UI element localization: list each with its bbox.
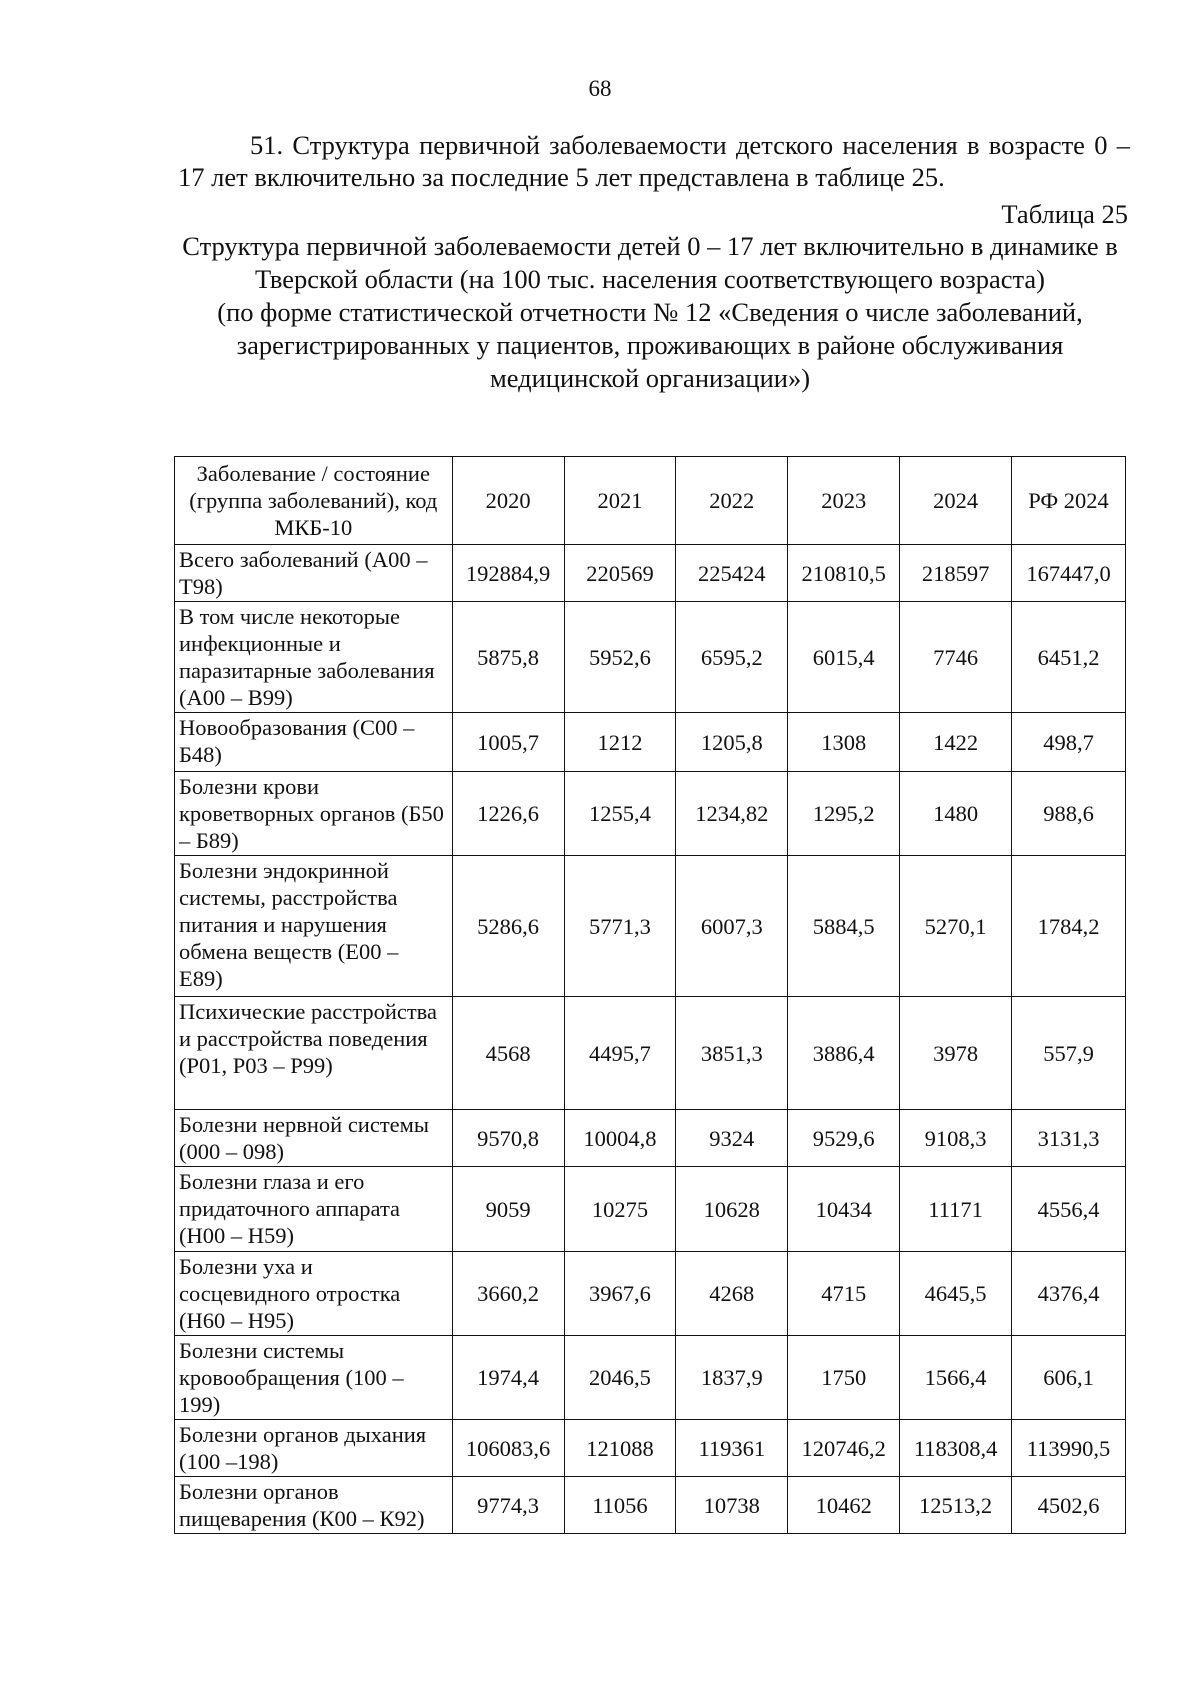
cell-2024: 5270,1 bbox=[900, 856, 1012, 997]
table-row bbox=[175, 1336, 1126, 1420]
cell-2022: 1837,9 bbox=[676, 1336, 788, 1420]
table-body bbox=[175, 545, 1126, 1534]
table-row bbox=[175, 1252, 1126, 1336]
cell-2023: 10434 bbox=[788, 1167, 900, 1252]
header-disease: Заболевание / состояние (группа заболеваний), код МКБ-10 bbox=[175, 457, 453, 545]
cell-2020: 5875,8 bbox=[452, 602, 564, 713]
cell-2023: 4715 bbox=[788, 1252, 900, 1336]
cell-2024: 4645,5 bbox=[900, 1252, 1012, 1336]
table-row bbox=[175, 1110, 1126, 1167]
cell-2022: 4268 bbox=[676, 1252, 788, 1336]
cell-2021: 121088 bbox=[564, 1420, 676, 1477]
cell-2024: 12513,2 bbox=[900, 1477, 1012, 1534]
cell-2020: 3660,2 bbox=[452, 1252, 564, 1336]
cell-rf-2024: 4556,4 bbox=[1012, 1167, 1126, 1252]
table-label: Таблица 25 bbox=[1001, 199, 1128, 229]
cell-rf-2024: 557,9 bbox=[1012, 997, 1126, 1110]
cell-2020: 1226,6 bbox=[452, 772, 564, 856]
cell-2022: 9324 bbox=[676, 1110, 788, 1167]
cell-2023: 210810,5 bbox=[788, 545, 900, 602]
cell-2021: 1212 bbox=[564, 713, 676, 772]
cell-2024: 11171 bbox=[900, 1167, 1012, 1252]
header-rf-2024: РФ 2024 bbox=[1012, 457, 1126, 545]
cell-2021: 5952,6 bbox=[564, 602, 676, 713]
cell-2022: 10628 bbox=[676, 1167, 788, 1252]
cell-2021: 10275 bbox=[564, 1167, 676, 1252]
header-2022: 2022 bbox=[676, 457, 788, 545]
table-row bbox=[175, 856, 1126, 997]
table-row bbox=[175, 545, 1126, 602]
cell-2020: 5286,6 bbox=[452, 856, 564, 997]
table-row bbox=[175, 713, 1126, 772]
cell-2022: 1205,8 bbox=[676, 713, 788, 772]
table-caption bbox=[170, 230, 1130, 395]
row-label: Болезни органов дыхания (100 –198) bbox=[175, 1420, 453, 1477]
cell-2021: 3967,6 bbox=[564, 1252, 676, 1336]
cell-2020: 106083,6 bbox=[452, 1420, 564, 1477]
cell-2022: 1234,82 bbox=[676, 772, 788, 856]
cell-2023: 10462 bbox=[788, 1477, 900, 1534]
table-row bbox=[175, 997, 1126, 1110]
cell-2024: 118308,4 bbox=[900, 1420, 1012, 1477]
cell-rf-2024: 498,7 bbox=[1012, 713, 1126, 772]
morbidity-table bbox=[174, 456, 1126, 1534]
table-row bbox=[175, 1420, 1126, 1477]
cell-rf-2024: 1784,2 bbox=[1012, 856, 1126, 997]
cell-2023: 120746,2 bbox=[788, 1420, 900, 1477]
table-row bbox=[175, 1167, 1126, 1252]
row-label: Болезни глаза и его придаточного аппарата (Н00 – Н59) bbox=[175, 1167, 453, 1252]
row-label: Болезни органов пищеварения (К00 – К92) bbox=[175, 1477, 453, 1534]
cell-2021: 220569 bbox=[564, 545, 676, 602]
cell-rf-2024: 988,6 bbox=[1012, 772, 1126, 856]
row-label: Новообразования (С00 – Б48) bbox=[175, 713, 453, 772]
header-2023: 2023 bbox=[788, 457, 900, 545]
cell-2022: 225424 bbox=[676, 545, 788, 602]
cell-2023: 6015,4 bbox=[788, 602, 900, 713]
cell-2020: 1005,7 bbox=[452, 713, 564, 772]
caption-title: Структура первичной заболеваемости детей 0 – 17 лет включительно в динамике в Тверской области (на 100 тыс. населения соответствующего возраста) bbox=[182, 231, 1118, 294]
cell-2024: 1566,4 bbox=[900, 1336, 1012, 1420]
cell-2022: 10738 bbox=[676, 1477, 788, 1534]
cell-2021: 4495,7 bbox=[564, 997, 676, 1110]
cell-2021: 10004,8 bbox=[564, 1110, 676, 1167]
page-number: 68 bbox=[588, 76, 612, 101]
row-label: Болезни уха и сосцевидного отростка (Н60 – Н95) bbox=[175, 1252, 453, 1336]
cell-2022: 6007,3 bbox=[676, 856, 788, 997]
cell-2024: 1422 bbox=[900, 713, 1012, 772]
cell-2023: 5884,5 bbox=[788, 856, 900, 997]
table-row bbox=[175, 1477, 1126, 1534]
cell-rf-2024: 4502,6 bbox=[1012, 1477, 1126, 1534]
intro-paragraph: 51. Структура первичной заболеваемости детского населения в возрасте 0 – 17 лет включительно за последние 5 лет представлена в таблице 25. bbox=[178, 130, 1130, 192]
header-2020: 2020 bbox=[452, 457, 564, 545]
cell-rf-2024: 4376,4 bbox=[1012, 1252, 1126, 1336]
cell-2023: 1295,2 bbox=[788, 772, 900, 856]
row-label: Всего заболеваний (А00 –Т98) bbox=[175, 545, 453, 602]
table-row bbox=[175, 772, 1126, 856]
cell-rf-2024: 606,1 bbox=[1012, 1336, 1126, 1420]
cell-2023: 1750 bbox=[788, 1336, 900, 1420]
cell-2022: 6595,2 bbox=[676, 602, 788, 713]
row-label: Болезни эндокринной системы, расстройства питания и нарушения обмена веществ (Е00 – Е89) bbox=[175, 856, 453, 997]
header-2024: 2024 bbox=[900, 457, 1012, 545]
cell-2024: 1480 bbox=[900, 772, 1012, 856]
cell-rf-2024: 167447,0 bbox=[1012, 545, 1126, 602]
cell-2022: 119361 bbox=[676, 1420, 788, 1477]
row-label: В том числе некоторые инфекционные и паразитарные заболевания (А00 – В99) bbox=[175, 602, 453, 713]
cell-2024: 9108,3 bbox=[900, 1110, 1012, 1167]
cell-rf-2024: 6451,2 bbox=[1012, 602, 1126, 713]
cell-rf-2024: 113990,5 bbox=[1012, 1420, 1126, 1477]
caption-subtitle: (по форме статистической отчетности № 12 «Сведения о числе заболеваний, зарегистрированных у пациентов, проживающих в районе обслуживания медицинской организации») bbox=[217, 297, 1083, 393]
cell-2021: 11056 bbox=[564, 1477, 676, 1534]
cell-2021: 5771,3 bbox=[564, 856, 676, 997]
row-label: Психические расстройства и расстройства поведения (Р01, Р03 – Р99) bbox=[175, 997, 453, 1110]
cell-2020: 192884,9 bbox=[452, 545, 564, 602]
cell-2024: 7746 bbox=[900, 602, 1012, 713]
cell-2023: 3886,4 bbox=[788, 997, 900, 1110]
cell-2022: 3851,3 bbox=[676, 997, 788, 1110]
table-header bbox=[175, 457, 1126, 545]
cell-2024: 218597 bbox=[900, 545, 1012, 602]
cell-2024: 3978 bbox=[900, 997, 1012, 1110]
cell-2020: 1974,4 bbox=[452, 1336, 564, 1420]
cell-2020: 9570,8 bbox=[452, 1110, 564, 1167]
header-2021: 2021 bbox=[564, 457, 676, 545]
table-row bbox=[175, 602, 1126, 713]
cell-2023: 9529,6 bbox=[788, 1110, 900, 1167]
cell-2020: 4568 bbox=[452, 997, 564, 1110]
cell-2023: 1308 bbox=[788, 713, 900, 772]
cell-2020: 9774,3 bbox=[452, 1477, 564, 1534]
cell-2021: 1255,4 bbox=[564, 772, 676, 856]
cell-2020: 9059 bbox=[452, 1167, 564, 1252]
row-label: Болезни нервной системы (000 – 098) bbox=[175, 1110, 453, 1167]
row-label: Болезни системы кровообращения (100 – 199) bbox=[175, 1336, 453, 1420]
cell-2021: 2046,5 bbox=[564, 1336, 676, 1420]
row-label: Болезни крови кроветворных органов (Б50 – Б89) bbox=[175, 772, 453, 856]
cell-rf-2024: 3131,3 bbox=[1012, 1110, 1126, 1167]
